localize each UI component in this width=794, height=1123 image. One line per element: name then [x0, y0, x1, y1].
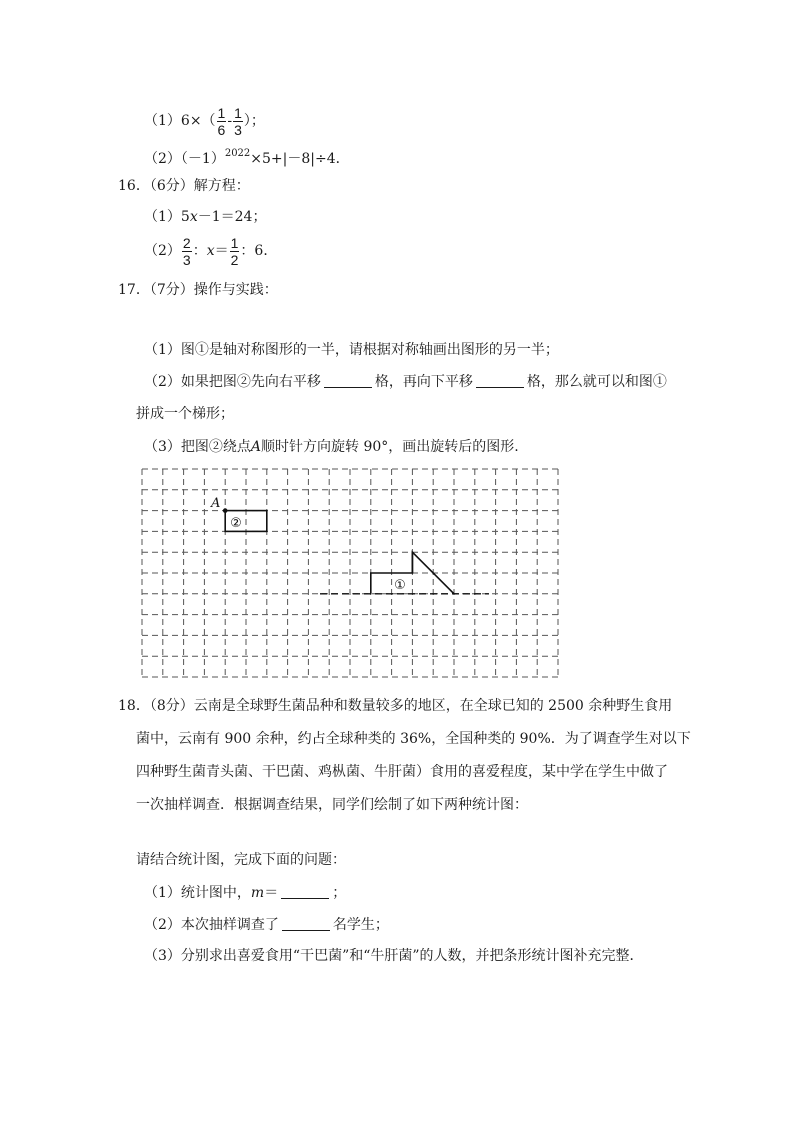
q17-part1: （1）图①是轴对称图形的一半，请根据对称轴画出图形的另一半； — [144, 342, 559, 358]
q18-part2: （2）本次抽样调查了 名学生； — [144, 917, 389, 933]
shape-1-label: ① — [394, 578, 406, 593]
fraction-one-third: $\frac{1}{3}$ — [234, 104, 242, 138]
q18-part3: （3）分别求出喜爱食用“干巴菌”和“牛肝菌”的人数，并把条形统计图补充完整． — [144, 948, 644, 964]
shape-2-label: ② — [230, 516, 242, 531]
blank-right-shift[interactable] — [324, 373, 372, 388]
fraction-one-half: $\frac{1}{2}$ — [230, 234, 239, 268]
point-a-label: A — [211, 496, 221, 511]
blank-m-value[interactable] — [281, 884, 329, 899]
q18-prompt: 请结合统计图，完成下面的问题： — [136, 852, 346, 868]
q15-part1: （1）6×（ $\frac{1}{6}$ - $\frac{1}{3}$ ）； — [144, 104, 265, 138]
point-a — [223, 508, 228, 513]
q17-part2-cont: 拼成一个梯形； — [136, 406, 234, 422]
q17-part2: （2）如果把图②先向右平移 格，再向下平移 格，那么就可以和图① — [144, 374, 667, 390]
fraction-one-sixth: $\frac{1}{6}$ — [217, 104, 226, 138]
q15-part2: $(2)(-1)^{2022}\times 5+|-8|\div 4$． — [144, 148, 350, 167]
q18-line2: 菌中，云南有 900 余种，约占全球种类的 36%，全国种类的 90%．为了调查学生对以下 — [136, 731, 691, 747]
grid-figure — [141, 468, 559, 680]
q18-line1: 18．（8分）云南是全球野生菌品种和数量较多的地区，在全球已知的 2500 余种野生食用 — [118, 698, 673, 714]
exponent: 2022 — [224, 148, 251, 159]
grid-lines — [142, 469, 558, 677]
q16-part2: （2） $\frac{2}{3}$ ：x＝ $\frac{1}{2}$ ：6． — [144, 234, 278, 268]
blank-student-count[interactable] — [282, 916, 330, 931]
fraction-two-thirds: $\frac{2}{3}$ — [182, 234, 191, 268]
blank-down-shift[interactable] — [476, 373, 524, 388]
q18-part1: （1）统计图中，m＝ ； — [144, 885, 347, 901]
q18-line4: 一次抽样调查．根据调查结果，同学们绘制了如下两种统计图： — [136, 797, 528, 813]
q17-part3: （3）把图②绕点A顺时针方向旋转 90°，画出旋转后的图形. — [144, 439, 519, 455]
q16-part1: （1）5x－1＝24； — [144, 209, 267, 225]
q16-title: 16．（6分）解方程： — [118, 178, 250, 194]
q17-title: 17．（7分）操作与实践： — [118, 282, 278, 298]
q18-line3: 四种野生菌青头菌、干巴菌、鸡枞菌、牛肝菌）食用的喜爱程度，某中学在学生中做了 — [136, 764, 668, 780]
q15-part1-pre: （1）6×（ — [144, 113, 216, 129]
